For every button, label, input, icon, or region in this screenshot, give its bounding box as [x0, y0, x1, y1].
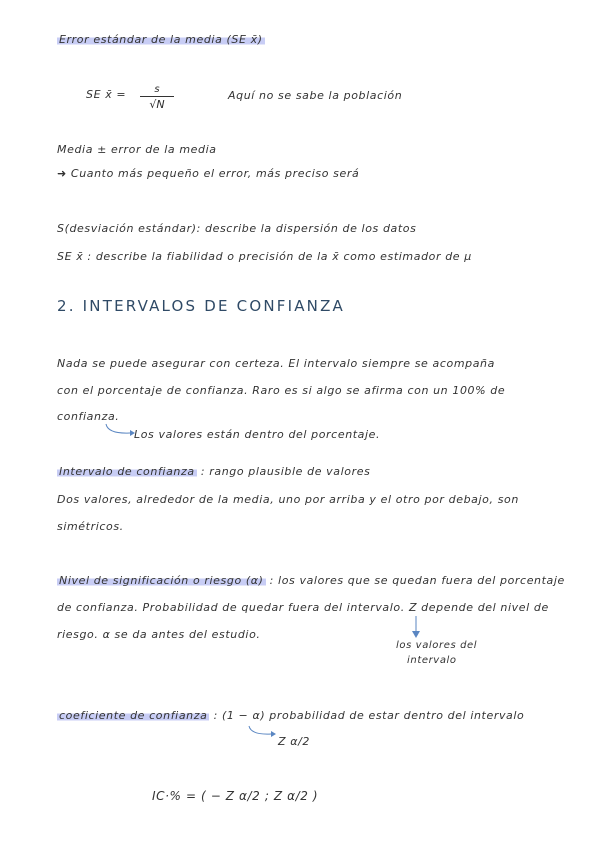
ns-line2: de confianza. Probabilidad de quedar fuera del intervalo. Z depende del nivel de: [57, 601, 549, 614]
ns-note-line2: intervalo: [407, 655, 457, 666]
se-formula-fraction: [140, 84, 174, 111]
se-definition: SE x̄ : describe la fiabilidad o precisión de la x̄ como estimador de μ: [57, 250, 472, 263]
cc-definition: : (1 − α) probabilidad de estar dentro del intervalo: [213, 709, 525, 722]
cc-line1: [57, 709, 524, 722]
para1-line3: confianza.: [57, 410, 120, 423]
ns-line1: [57, 574, 565, 587]
se-formula-lhs: SE x̄ =: [86, 88, 127, 101]
ns-line3: riesgo. α se da antes del estudio.: [57, 628, 261, 641]
para1-line2: con el porcentaje de confianza. Raro es si algo se afirma con un 100% de: [57, 384, 506, 397]
ns-note-line1: los valores del: [396, 640, 478, 651]
ic-line2: Dos valores, alrededor de la media, uno por arriba y el otro por debajo, son: [57, 493, 519, 506]
se-title-highlight: Error estándar de la media (SE x̄): [59, 33, 263, 46]
se-formula-numerator: s: [154, 84, 160, 95]
se-formula-denominator: √N: [149, 98, 165, 111]
section-heading: 2. INTERVALOS DE CONFIANZA: [57, 297, 346, 315]
s-definition: S(desviación estándar): describe la dispersión de los datos: [57, 222, 417, 235]
ns-title-highlight: Nivel de significación o riesgo (α): [59, 574, 264, 587]
curved-arrow-icon: [104, 422, 136, 438]
se-title: [57, 33, 265, 46]
para1-note: Los valores están dentro del porcentaje.: [134, 428, 381, 441]
se-formula-note: Aquí no se sabe la población: [228, 89, 403, 102]
ic-formula: IC·% = ( − Z α/2 ; Z α/2 ): [152, 789, 319, 803]
media-line: Media ± error de la media: [57, 143, 217, 156]
ic-line3: simétricos.: [57, 520, 124, 533]
curved-arrow-icon: [247, 724, 277, 740]
ic-title-highlight: Intervalo de confianza: [59, 465, 195, 478]
arrow-line: ➜ Cuanto más pequeño el error, más preciso será: [57, 167, 360, 180]
cc-title-highlight: coeficiente de confianza: [59, 709, 208, 722]
para1-line1: Nada se puede asegurar con certeza. El intervalo siempre se acompaña: [57, 357, 495, 370]
ns-definition: : los valores que se quedan fuera del porcentaje: [269, 574, 565, 587]
ic-line1: [57, 465, 370, 478]
down-arrow-icon: [411, 615, 421, 639]
fraction-bar: [140, 96, 174, 97]
cc-z: Z α/2: [278, 735, 310, 748]
ic-definition: : rango plausible de valores: [200, 465, 371, 478]
